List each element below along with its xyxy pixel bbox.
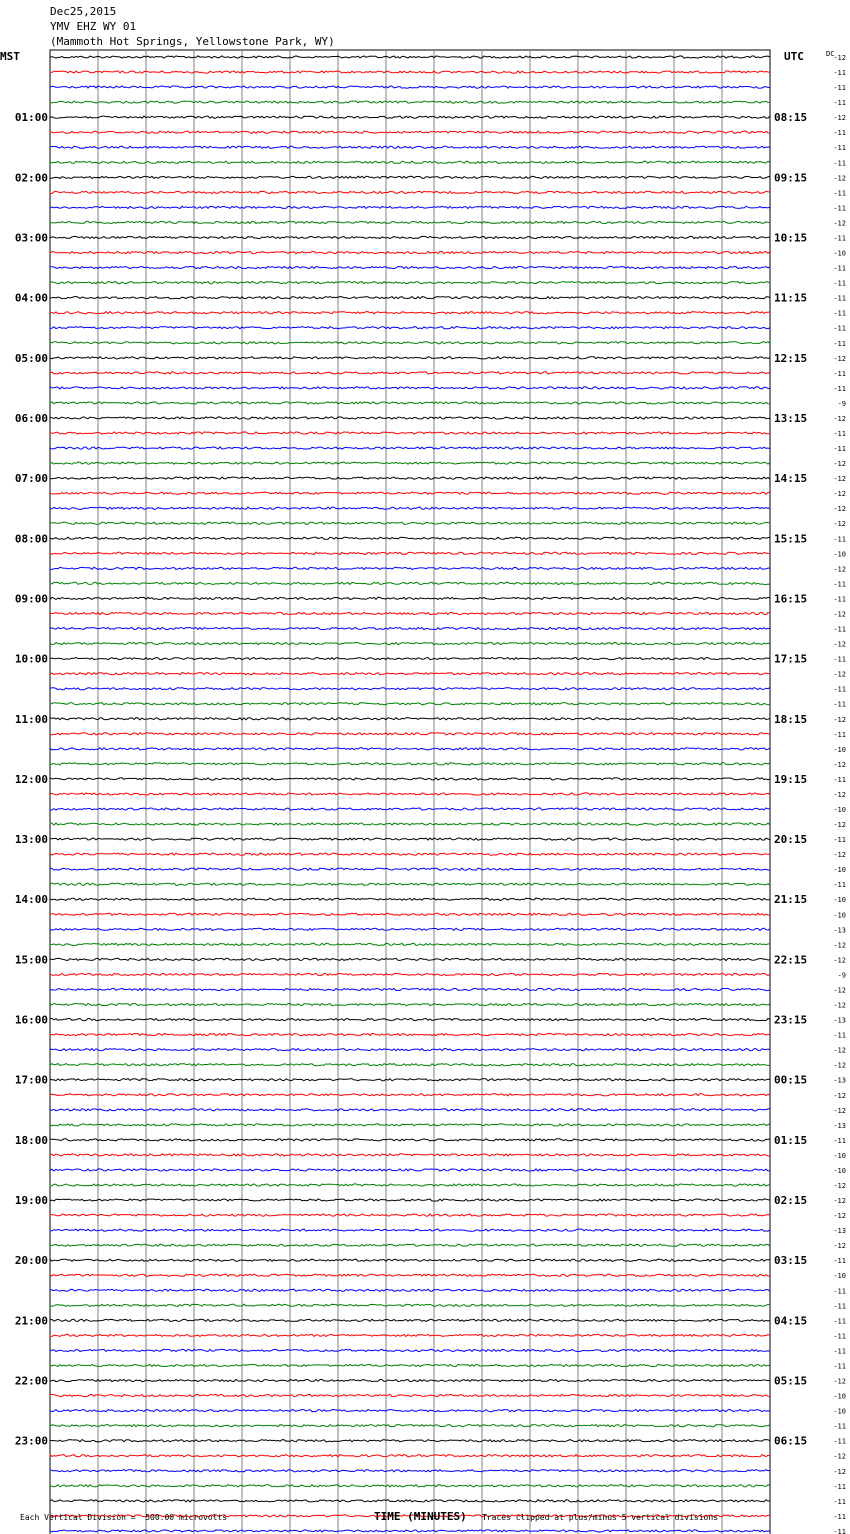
utc-hour-label: 22:15: [774, 953, 808, 967]
seismic-trace: [50, 928, 770, 930]
seismic-trace: [50, 823, 770, 825]
seismic-trace: [50, 1440, 770, 1442]
dc-offset-label: -12: [833, 670, 846, 679]
utc-hour-label: 19:15: [774, 772, 808, 786]
dc-offset-label: -11: [833, 1497, 846, 1506]
utc-hour-label: 18:15: [774, 712, 808, 726]
dc-offset-label: -11: [833, 1287, 846, 1296]
seismic-trace: [50, 567, 770, 569]
seismic-trace: [50, 1319, 770, 1321]
dc-offset-label: -12: [833, 1061, 846, 1070]
seismic-trace: [50, 1003, 770, 1005]
dc-offset-label: -12: [833, 354, 846, 363]
mst-hour-label: 09:00: [14, 592, 48, 606]
dc-offset-label: -12: [833, 1182, 846, 1190]
utc-hour-label: 23:15: [774, 1013, 808, 1027]
seismic-trace: [50, 898, 770, 900]
seismic-trace: [50, 297, 770, 299]
dc-offset-label: -11: [833, 279, 846, 288]
utc-hour-label: 14:15: [774, 472, 808, 486]
seismic-trace: [50, 206, 770, 208]
dc-offset-label: -12: [833, 174, 846, 183]
dc-offset-label: -11: [833, 595, 846, 604]
seismic-trace: [50, 432, 770, 434]
seismic-trace: [50, 1334, 770, 1336]
dc-offset-label: -12: [833, 1377, 846, 1386]
utc-hour-label: 13:15: [774, 411, 808, 425]
seismic-trace: [50, 56, 770, 58]
dc-offset-label: -11: [833, 1482, 846, 1491]
seismic-trace: [50, 1379, 770, 1381]
dc-header-label: DC: [826, 50, 835, 58]
seismic-trace: [50, 191, 770, 193]
mst-hour-label: 23:00: [14, 1434, 48, 1448]
dc-offset-label: -10: [833, 1166, 846, 1175]
seismic-trace: [50, 1485, 770, 1487]
dc-offset-label: -12: [833, 114, 846, 123]
seismic-trace: [50, 973, 770, 975]
dc-offset-label: -12: [833, 956, 846, 965]
dc-offset-label: -12: [833, 1212, 846, 1221]
dc-offset-label: -12: [833, 640, 846, 649]
seismic-trace: [50, 507, 770, 509]
seismic-trace: [50, 417, 770, 419]
utc-hour-label: 11:15: [774, 291, 808, 305]
dc-offset-label: -12: [833, 490, 846, 499]
dc-offset-label: -12: [833, 1106, 846, 1115]
seismic-trace: [50, 1304, 770, 1306]
mst-hour-label: 15:00: [14, 953, 48, 967]
dc-offset-label: -11: [833, 775, 846, 784]
dc-offset-label: -11: [833, 580, 846, 589]
clip-note: Traces clipped at plus/minus 5 vertical divisions: [482, 1513, 719, 1522]
mst-hour-label: 12:00: [14, 772, 48, 786]
seismic-trace: [50, 1470, 770, 1472]
dc-offset-label: -12: [833, 1452, 846, 1461]
dc-offset-label: -11: [833, 69, 846, 78]
seismic-trace: [50, 1064, 770, 1066]
dc-offset-label: -9: [837, 971, 846, 980]
seismic-trace: [50, 236, 770, 238]
seismic-trace: [50, 958, 770, 960]
seismic-trace: [50, 71, 770, 73]
seismic-trace: [50, 1410, 770, 1412]
seismic-trace: [50, 1139, 770, 1141]
x-axis-label: TIME (MINUTES): [374, 1510, 467, 1523]
dc-offset-label: -12: [833, 520, 846, 529]
seismic-trace: [50, 1109, 770, 1111]
seismic-trace: [50, 1244, 770, 1246]
dc-offset-label: -11: [833, 369, 846, 378]
dc-offset-label: -11: [833, 159, 846, 168]
seismic-trace: [50, 703, 770, 705]
station-location: (Mammoth Hot Springs, Yellowstone Park, WY): [50, 35, 335, 48]
scale-note: Each Vertical Division = 500.00 microvolts: [20, 1513, 228, 1522]
utc-hour-label: 16:15: [774, 592, 808, 606]
dc-offset-label: -13: [833, 1121, 846, 1130]
seismic-trace: [50, 688, 770, 690]
seismic-trace: [50, 748, 770, 750]
dc-offset-label: -12: [833, 821, 846, 830]
plot-date: Dec25,2015: [50, 5, 117, 18]
seismic-trace: [50, 597, 770, 599]
seismic-trace: [50, 943, 770, 945]
seismic-trace: [50, 1289, 770, 1291]
dc-offset-label: -11: [833, 730, 846, 739]
seismic-trace: [50, 1124, 770, 1126]
mst-hour-label: 06:00: [14, 411, 48, 425]
utc-hour-label: 15:15: [774, 532, 808, 546]
dc-offset-label: -11: [833, 430, 846, 438]
dc-offset-label: -11: [833, 384, 846, 393]
dc-offset-label: -11: [833, 445, 846, 454]
seismic-trace: [50, 1199, 770, 1201]
dc-offset-label: -10: [833, 911, 846, 920]
seismic-trace: [50, 1094, 770, 1096]
mst-hour-label: 14:00: [14, 893, 48, 907]
dc-offset-label: -10: [833, 249, 846, 258]
seismic-trace: [50, 1500, 770, 1502]
mst-hour-label: 03:00: [14, 231, 48, 245]
dc-offset-label: -11: [833, 881, 846, 890]
seismic-trace: [50, 267, 770, 269]
dc-offset-label: -11: [833, 294, 846, 303]
dc-offset-label: -12: [833, 1242, 846, 1251]
mst-hour-label: 19:00: [14, 1194, 48, 1208]
plot-frame: [50, 50, 770, 1534]
mst-hour-label: 20:00: [14, 1254, 48, 1268]
mst-hour-label: 08:00: [14, 532, 48, 546]
seismic-trace: [50, 312, 770, 314]
dc-offset-label: -12: [833, 219, 846, 228]
dc-offset-label: -11: [833, 1437, 846, 1446]
seismic-trace: [50, 116, 770, 118]
seismic-trace: [50, 522, 770, 524]
dc-offset-label: -12: [833, 505, 846, 514]
seismic-trace: [50, 1169, 770, 1171]
dc-offset-label: -12: [833, 715, 846, 724]
seismic-trace: [50, 793, 770, 795]
mst-hour-label: 05:00: [14, 351, 48, 365]
mst-hour-label: 02:00: [14, 171, 48, 185]
utc-hour-label: 01:15: [774, 1133, 808, 1147]
seismic-trace: [50, 673, 770, 675]
utc-hour-label: 04:15: [774, 1314, 808, 1328]
dc-offset-label: -11: [833, 234, 846, 243]
utc-hour-label: 06:15: [774, 1434, 808, 1448]
utc-hour-label: 10:15: [774, 231, 808, 245]
dc-offset-label: -12: [833, 610, 846, 619]
dc-offset-label: -11: [833, 324, 846, 333]
utc-hour-label: 09:15: [774, 171, 808, 185]
seismic-trace: [50, 447, 770, 449]
seismic-trace: [50, 643, 770, 645]
dc-offset-label: -13: [833, 926, 846, 935]
dc-offset-label: -10: [833, 745, 846, 754]
dc-offset-label: -11: [833, 1422, 846, 1431]
seismic-trace: [50, 552, 770, 554]
seismic-trace: [50, 1455, 770, 1457]
seismic-trace: [50, 1184, 770, 1186]
seismic-trace: [50, 146, 770, 148]
dc-offset-label: -13: [833, 1016, 846, 1025]
seismic-trace: [50, 101, 770, 103]
utc-hour-label: 02:15: [774, 1194, 808, 1208]
dc-offset-label: -11: [833, 535, 846, 544]
dc-offset-label: -12: [833, 1197, 846, 1206]
mst-hour-label: 18:00: [14, 1133, 48, 1147]
mst-hour-label: 22:00: [14, 1374, 48, 1388]
utc-hour-label: 05:15: [774, 1374, 808, 1388]
dc-offset-label: -12: [833, 565, 846, 574]
seismic-trace: [50, 387, 770, 389]
dc-offset-label: -11: [833, 700, 846, 709]
dc-offset-label: -12: [833, 460, 846, 469]
seismic-trace: [50, 1079, 770, 1081]
seismic-trace: [50, 176, 770, 178]
seismic-trace: [50, 342, 770, 344]
dc-offset-label: -12: [833, 760, 846, 769]
seismic-trace: [50, 627, 770, 629]
seismic-trace: [50, 492, 770, 494]
mst-hour-label: 16:00: [14, 1013, 48, 1027]
seismic-trace: [50, 913, 770, 915]
dc-offset-label: -11: [833, 144, 846, 153]
dc-offset-label: -11: [833, 1317, 846, 1326]
mst-hour-label: 13:00: [14, 833, 48, 847]
dc-offset-label: -11: [833, 189, 846, 198]
seismic-trace: [50, 763, 770, 765]
seismic-trace: [50, 327, 770, 329]
dc-offset-label: -11: [833, 1362, 846, 1371]
dc-offset-label: -11: [833, 625, 846, 634]
seismic-trace: [50, 477, 770, 479]
dc-offset-label: -10: [833, 1392, 846, 1401]
seismic-trace: [50, 838, 770, 840]
utc-hour-label: 08:15: [774, 111, 808, 125]
seismic-trace: [50, 402, 770, 404]
dc-offset-label: -10: [833, 550, 846, 559]
dc-offset-label: -10: [833, 806, 846, 814]
seismic-trace: [50, 357, 770, 359]
utc-hour-label: 20:15: [774, 833, 808, 847]
dc-offset-label: -13: [833, 1227, 846, 1236]
mst-axis-label: MST: [0, 50, 20, 63]
seismic-trace: [50, 1034, 770, 1036]
dc-offset-label: -11: [833, 264, 846, 273]
mst-hour-label: 10:00: [14, 652, 48, 666]
dc-offset-label: -12: [833, 1001, 846, 1010]
dc-offset-label: -13: [833, 1076, 846, 1085]
dc-offset-label: -11: [833, 84, 846, 93]
dc-offset-label: -12: [833, 1046, 846, 1055]
seismic-trace: [50, 883, 770, 885]
seismic-trace: [50, 1214, 770, 1216]
seismic-trace: [50, 868, 770, 870]
seismic-trace: [50, 582, 770, 584]
dc-offset-label: -12: [833, 986, 846, 995]
seismic-trace: [50, 221, 770, 223]
seismic-trace: [50, 372, 770, 374]
seismic-trace: [50, 86, 770, 88]
dc-offset-label: -11: [833, 339, 846, 348]
seismic-trace: [50, 733, 770, 735]
seismic-trace: [50, 778, 770, 780]
seismic-trace: [50, 131, 770, 133]
dc-offset-label: -11: [833, 685, 846, 694]
dc-offset-label: -11: [833, 655, 846, 664]
seismic-trace: [50, 1395, 770, 1397]
dc-offset-label: -11: [833, 1257, 846, 1266]
dc-offset-label: -11: [833, 1031, 846, 1040]
mst-hour-label: 17:00: [14, 1073, 48, 1087]
seismic-trace: [50, 1425, 770, 1427]
dc-offset-label: -11: [833, 1512, 846, 1521]
dc-offset-label: -11: [833, 1302, 846, 1311]
dc-offset-label: -12: [833, 790, 846, 799]
seismic-trace: [50, 1154, 770, 1156]
dc-offset-label: -11: [833, 1136, 846, 1145]
dc-offset-label: -10: [833, 1407, 846, 1416]
dc-offset-label: -12: [833, 414, 846, 423]
utc-hour-label: 17:15: [774, 652, 808, 666]
dc-offset-label: -10: [833, 1272, 846, 1281]
seismic-trace: [50, 1364, 770, 1366]
dc-offset-label: -11: [833, 309, 846, 318]
mst-hour-label: 21:00: [14, 1314, 48, 1328]
seismic-trace: [50, 537, 770, 539]
mst-hour-label: 01:00: [14, 111, 48, 125]
mst-hour-label: 07:00: [14, 472, 48, 486]
utc-hour-label: 21:15: [774, 893, 808, 907]
utc-hour-label: 00:15: [774, 1073, 808, 1087]
seismic-trace: [50, 282, 770, 284]
dc-offset-label: -11: [833, 99, 846, 108]
seismic-trace: [50, 1019, 770, 1021]
seismic-trace: [50, 808, 770, 810]
dc-offset-label: -10: [833, 866, 846, 875]
dc-offset-label: -11: [833, 204, 846, 213]
dc-offset-label: -11: [833, 129, 846, 138]
seismic-trace: [50, 462, 770, 464]
dc-offset-label: -11: [833, 836, 846, 845]
seismic-trace: [50, 1259, 770, 1261]
seismic-trace: [50, 1049, 770, 1051]
seismic-trace: [50, 718, 770, 720]
seismic-trace: [50, 853, 770, 855]
seismic-trace: [50, 251, 770, 253]
utc-hour-label: 12:15: [774, 351, 808, 365]
dc-offset-label: -11: [833, 1332, 846, 1341]
dc-offset-label: -9: [837, 399, 846, 408]
station-code: YMV EHZ WY 01: [50, 20, 137, 33]
dc-offset-label: -10: [833, 896, 846, 905]
dc-offset-label: -11: [833, 1347, 846, 1356]
dc-offset-label: -12: [833, 1467, 846, 1476]
seismic-trace: [50, 1229, 770, 1231]
dc-offset-label: -12: [833, 941, 846, 950]
seismic-trace: [50, 1349, 770, 1351]
dc-offset-label: -12: [833, 54, 846, 62]
mst-hour-label: 11:00: [14, 712, 48, 726]
dc-offset-label: -11: [833, 1527, 846, 1534]
seismic-trace: [50, 1274, 770, 1276]
utc-hour-label: 03:15: [774, 1254, 808, 1268]
mst-hour-label: 04:00: [14, 291, 48, 305]
dc-offset-label: -12: [833, 851, 846, 860]
seismic-trace: [50, 988, 770, 990]
seismic-trace: [50, 1530, 770, 1532]
utc-axis-label: UTC: [784, 50, 804, 63]
seismic-trace: [50, 612, 770, 614]
seismic-trace: [50, 658, 770, 660]
dc-offset-label: -10: [833, 1151, 846, 1160]
dc-offset-label: -12: [833, 1091, 846, 1100]
seismic-trace: [50, 161, 770, 163]
dc-offset-label: -12: [833, 475, 846, 484]
